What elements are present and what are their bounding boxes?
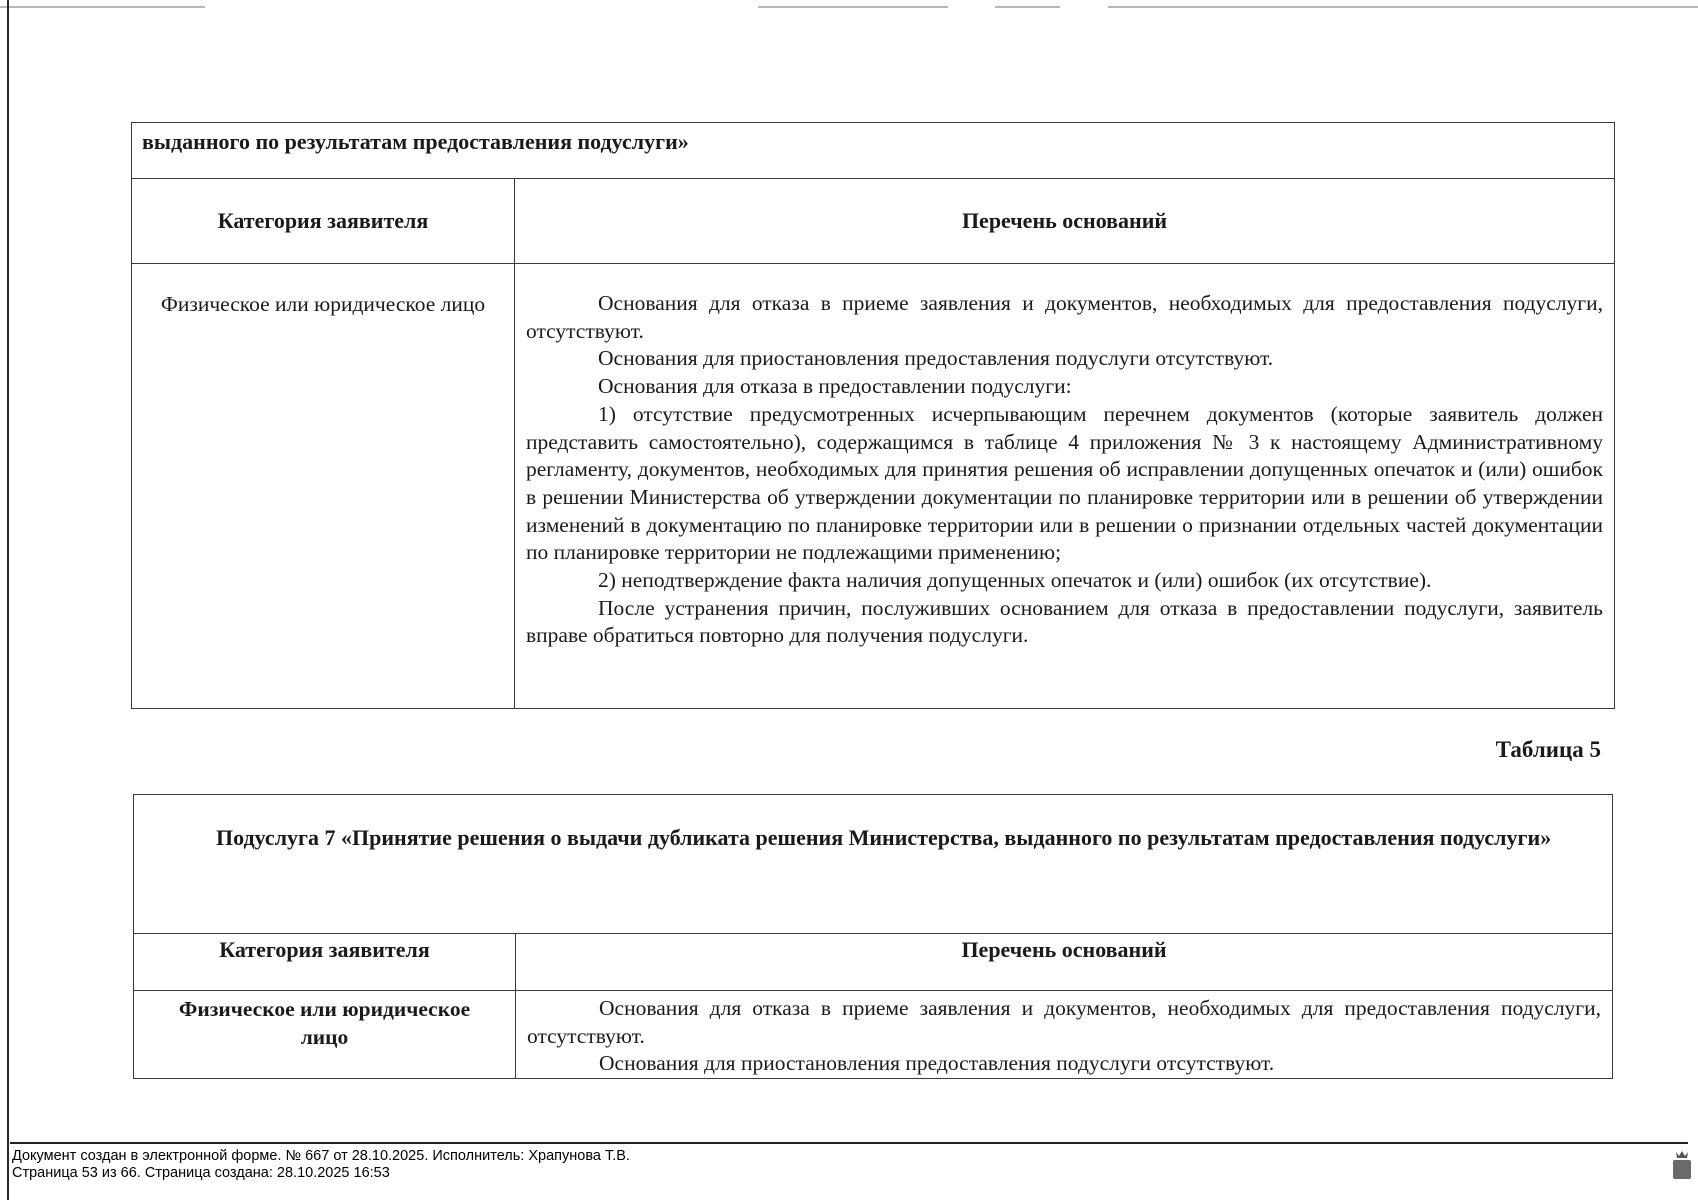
table-4-col-grounds-header xyxy=(515,179,1615,264)
grounds-paragraph: Основания для отказа в предоставлении подуслуги: xyxy=(598,374,1072,399)
table-4-grounds-cell xyxy=(515,264,1615,709)
scan-edge xyxy=(1108,6,1698,8)
scan-edge xyxy=(758,6,948,8)
stamp-icon xyxy=(1672,1150,1692,1180)
footer-rule xyxy=(10,1142,1688,1144)
column-header: Категория заявителя xyxy=(219,937,430,962)
table-5-category-cell xyxy=(134,991,516,1079)
grounds-paragraph: 1) отсутствие предусмотренных исчерпывающим перечнем документов (которые заявитель должен представить самостоятельно), содержащимся в таблице 4 приложения № 3 к настоящему Административному регламенту, документов, необходимых для принятия решения об исправлении допущенных опечаток и (или) ошибок в решении Министерства об утверждении документации по планировке территории или в решении об утверждении изменений в документацию по планировке территории или в решении о признании отдельных частей документации по планировке территории не подлежащими применению; xyxy=(526,401,1603,565)
table-5-title-cell xyxy=(134,795,1613,934)
scan-edge xyxy=(0,6,205,8)
column-header: Перечень оснований xyxy=(961,208,1168,233)
applicant-category: Физическое или юридическое лицо xyxy=(160,292,486,316)
table-5-caption: Таблица 5 xyxy=(1495,737,1601,762)
table-5-col-category-header xyxy=(134,934,516,991)
table-5-grounds-cell xyxy=(516,991,1613,1079)
grounds-paragraph: Основания для отказа в приеме заявления и документов, необходимых для предоставления подуслуги, отсутствуют. xyxy=(526,291,1603,343)
scan-edge xyxy=(7,0,9,1200)
table-4-title: выданного по результатам предоставления подуслуги» xyxy=(142,129,689,154)
column-header: Перечень оснований xyxy=(961,937,1167,962)
table-4-col-category-header xyxy=(132,179,515,264)
column-header: Категория заявителя xyxy=(217,208,429,233)
grounds-paragraph: Основания для приостановления предоставления подуслуги отсутствуют. xyxy=(598,346,1274,371)
table-5-title: Подуслуга 7 «Принятие решения о выдачи дубликата решения Министерства, выданного по результатам предоставления подуслуги» xyxy=(216,825,1552,850)
table-4-title-cell xyxy=(132,123,1615,179)
grounds-paragraph: Основания для отказа в приеме заявления и документов, необходимых для предоставления подуслуги, отсутствуют. xyxy=(527,996,1602,1048)
table-5-col-grounds-header xyxy=(516,934,1613,991)
table-4 xyxy=(131,122,1615,709)
grounds-paragraph: Основания для приостановления предоставления подуслуги отсутствуют. xyxy=(599,1051,1275,1076)
footer-line-document: Документ создан в электронной форме. № 667 от 28.10.2025. Исполнитель: Храпунова Т.В. xyxy=(12,1148,630,1164)
scan-edge xyxy=(995,6,1060,8)
document-footer xyxy=(12,1148,630,1182)
footer-line-page: Страница 53 из 66. Страница создана: 28.10.2025 16:53 xyxy=(12,1165,390,1181)
table-5 xyxy=(133,794,1613,1079)
grounds-paragraph: После устранения причин, послуживших основанием для отказа в предоставлении подуслуги, заявитель вправе обратиться повторно для получения подуслуги. xyxy=(526,595,1603,648)
table-4-category-cell xyxy=(132,264,515,709)
grounds-paragraph: 2) неподтверждение факта наличия допущенных опечаток и (или) ошибок (их отсутствие). xyxy=(598,568,1432,593)
applicant-category: Физическое или юридическое лицо xyxy=(178,997,471,1049)
